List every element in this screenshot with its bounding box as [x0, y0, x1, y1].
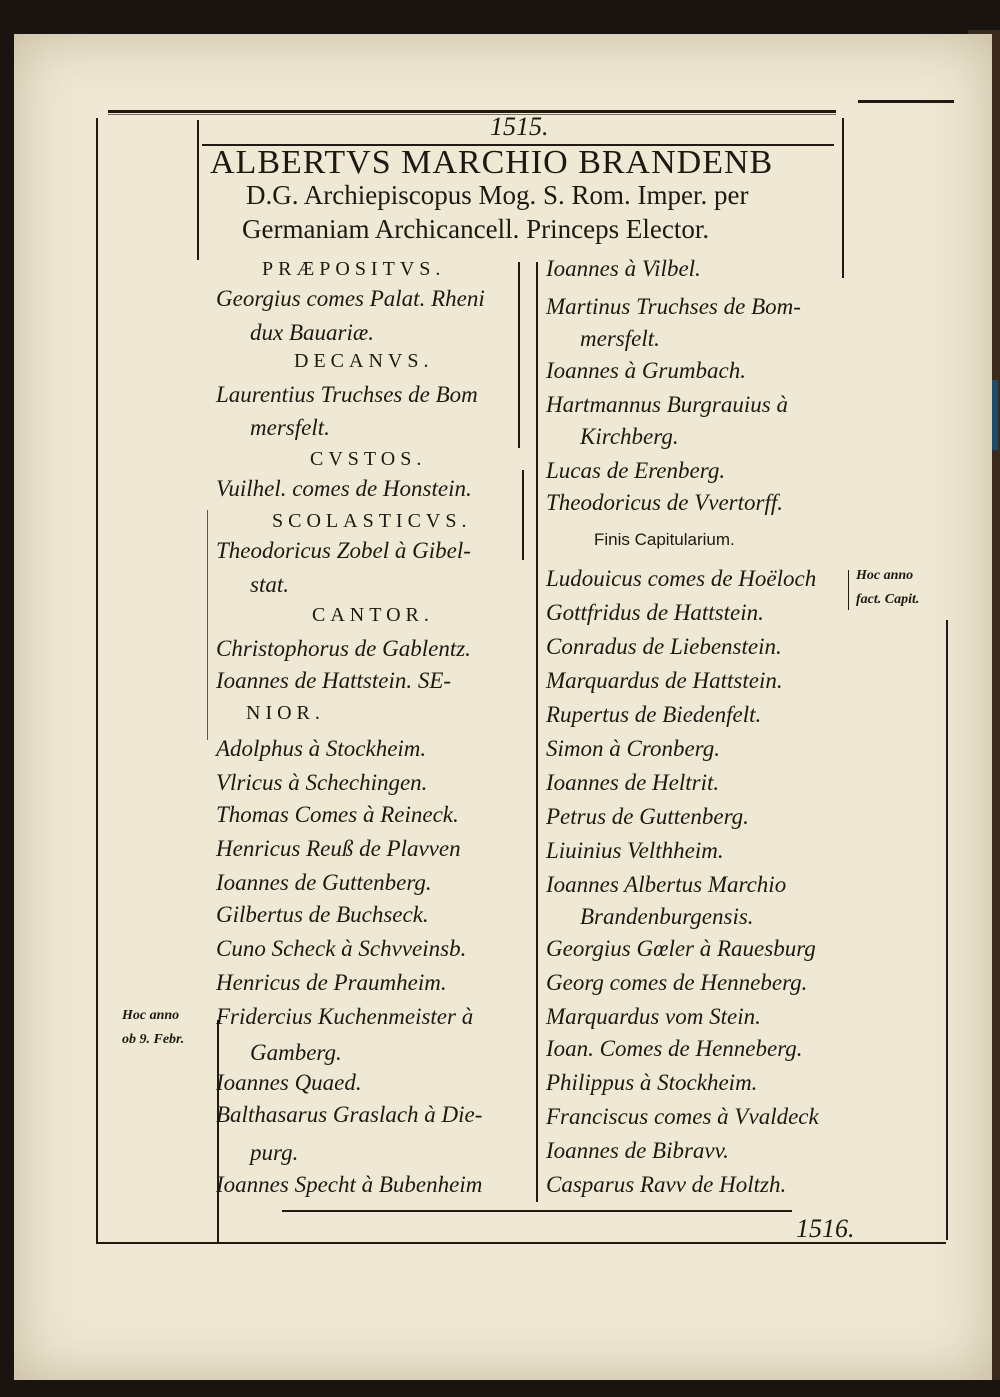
left-entry-27: purg.	[250, 1140, 299, 1165]
column-divider-mid	[522, 470, 524, 560]
column-divider-right	[536, 262, 538, 1202]
column-divider-left	[518, 262, 520, 448]
right-entry-19: Brandenburgensis.	[580, 904, 754, 929]
right-entry-8: Finis Capitularium.	[594, 530, 735, 549]
left-entry-16: Vlricus à Schechingen.	[216, 770, 428, 795]
right-inner-rule	[842, 118, 844, 278]
right-entry-16: Petrus de Guttenberg.	[546, 804, 749, 829]
right-entry-4: Hartmannus Burgrauius à	[546, 392, 788, 417]
page-title: ALBERTVS MARCHIO BRANDENB	[210, 144, 774, 181]
left-entry-3: DECANVS.	[294, 350, 434, 372]
right-entry-17: Liuinius Velthheim.	[546, 838, 724, 863]
left-inner-rule-top	[197, 120, 199, 260]
left-entry-0: PRÆPOSITVS.	[262, 258, 446, 280]
left-entry-25: Ioannes Quaed.	[216, 1070, 362, 1095]
left-entry-12: Christophorus de Gablentz.	[216, 636, 471, 661]
right-entry-11: Conradus de Liebenstein.	[546, 634, 782, 659]
right-rule-lower	[848, 570, 849, 610]
right-entry-0: Ioannes à Vilbel.	[546, 256, 701, 281]
right-entry-2: mersfelt.	[580, 326, 660, 351]
right-entry-14: Simon à Cronberg.	[546, 736, 720, 761]
right-entry-5: Kirchberg.	[580, 424, 679, 449]
left-entry-13: Ioannes de Hattstein. SE-	[216, 668, 452, 693]
left-entry-26: Balthasarus Graslach à Die-	[216, 1102, 483, 1127]
left-entry-17: Thomas Comes à Reineck.	[216, 802, 459, 827]
left-entry-23: Fridercius Kuchenmeister à	[216, 1004, 474, 1029]
right-entry-22: Marquardus vom Stein.	[546, 1004, 761, 1029]
left-entry-11: CANTOR.	[312, 604, 434, 626]
right-entry-20: Georgius Gœler à Rauesburg	[546, 936, 816, 961]
bottom-rule-right	[282, 1210, 792, 1212]
right-entry-25: Franciscus comes à Vvaldeck	[546, 1104, 819, 1129]
right-entry-10: Gottfridus de Hattstein.	[546, 600, 764, 625]
right-entry-12: Marquardus de Hattstein.	[546, 668, 783, 693]
left-entry-18: Henricus Reuß de Plavven	[216, 836, 461, 861]
right-entry-6: Lucas de Erenberg.	[546, 458, 726, 483]
margin-note-right-1: Hoc anno	[856, 568, 914, 583]
left-entry-15: Adolphus à Stockheim.	[216, 736, 427, 761]
left-entry-20: Gilbertus de Buchseck.	[216, 902, 429, 927]
left-entry-28: Ioannes Specht à Bubenheim	[216, 1172, 483, 1197]
left-entry-4: Laurentius Truchses de Bom	[216, 382, 478, 407]
left-entry-21: Cuno Scheck à Schvveinsb.	[216, 936, 467, 961]
left-inner-rule-bottom	[217, 1020, 219, 1242]
left-entry-14: NIOR.	[246, 702, 325, 724]
subtitle-line-1: D.G. Archiepiscopus Mog. S. Rom. Imper. per	[246, 180, 749, 210]
right-outer-rule	[946, 620, 948, 1240]
left-entry-7: Vuilhel. comes de Honstein.	[216, 476, 472, 501]
left-entry-19: Ioannes de Guttenberg.	[216, 870, 432, 895]
left-outer-rule	[96, 118, 98, 1243]
left-entry-8: SCOLASTICVS.	[272, 510, 472, 532]
top-rule-right	[858, 100, 954, 103]
top-rule-left	[108, 110, 836, 113]
right-entry-3: Ioannes à Grumbach.	[546, 358, 746, 383]
year-bottom: 1516.	[796, 1214, 855, 1243]
year-top: 1515.	[490, 112, 549, 141]
right-entry-27: Casparus Ravv de Holtzh.	[546, 1172, 787, 1197]
right-entry-26: Ioannes de Bibravv.	[546, 1138, 729, 1163]
left-entry-22: Henricus de Praumheim.	[216, 970, 447, 995]
right-entry-15: Ioannes de Heltrit.	[546, 770, 720, 795]
left-entry-24: Gamberg.	[250, 1040, 342, 1065]
left-entry-10: stat.	[250, 572, 289, 597]
left-entry-9: Theodoricus Zobel à Gibel-	[216, 538, 471, 563]
right-entry-18: Ioannes Albertus Marchio	[546, 872, 787, 897]
right-entry-23: Ioan. Comes de Henneberg.	[546, 1036, 803, 1061]
right-entry-21: Georg comes de Henneberg.	[546, 970, 808, 995]
right-entry-9: Ludouicus comes de Hoëloch	[546, 566, 817, 591]
right-entry-24: Philippus à Stockheim.	[546, 1070, 758, 1095]
margin-note-right-2: fact. Capit.	[856, 592, 920, 607]
right-entry-13: Rupertus de Biedenfelt.	[546, 702, 762, 727]
left-entry-5: mersfelt.	[250, 415, 330, 440]
subtitle-line-2: Germaniam Archicancell. Princeps Elector.	[242, 214, 710, 244]
margin-note-left-2: ob 9. Febr.	[122, 1032, 185, 1047]
left-inner-rule-mid	[207, 510, 208, 740]
margin-note-left-1: Hoc anno	[122, 1008, 180, 1023]
left-entry-2: dux Bauariæ.	[250, 320, 374, 345]
left-entry-6: CVSTOS.	[310, 448, 427, 470]
right-entry-7: Theodoricus de Vvertorff.	[546, 490, 783, 515]
top-rule-thin	[108, 114, 836, 115]
left-entry-1: Georgius comes Palat. Rheni	[216, 286, 485, 311]
right-entry-1: Martinus Truchses de Bom-	[546, 294, 801, 319]
